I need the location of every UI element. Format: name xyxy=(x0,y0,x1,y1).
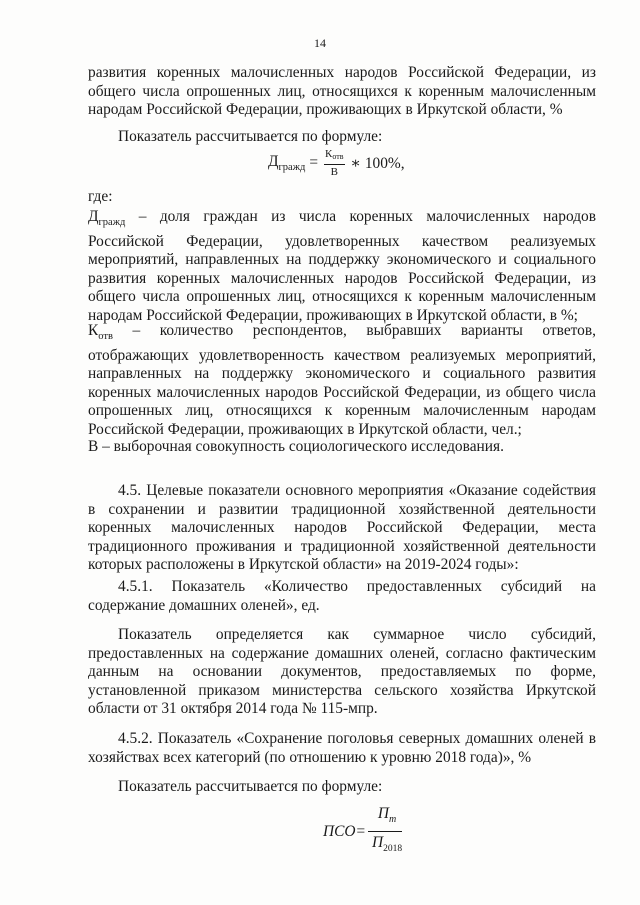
indicator-4-5-1: 4.5.1. Показатель «Количество предоставленных субсидий на содержание домашних оленей», ед. xyxy=(88,578,596,614)
formula-equals: = xyxy=(355,822,366,840)
paragraph-continuation: развития коренных малочисленных народов Российской Федерации, из общего числа опрошенных лиц, относящихся к коренным малочисленным народам Российской Федерации, проживающих в Иркутской области, % xyxy=(88,64,596,119)
indicator-4-5-1-description: Показатель определяется как суммарное число субсидий, предоставленных на содержание домашних оленей, согласно фактическим данным на основании документов, предоставляемых по форме, установленной приказом министерства сельского хозяйства Иркутской области от 31 октября 2014 года № 115-мпр. xyxy=(88,626,596,718)
definition-symbol: $К_{отв}$ xyxy=(88,322,113,342)
formula-numerator: $П_т$ xyxy=(368,805,402,832)
page-number: 14 xyxy=(314,36,326,50)
indicator-4-5-2: 4.5.2. Показатель «Сохранение поголовья северных домашних оленей в хозяйствах всех категорий (по отношению к уровню 2018 года)», % xyxy=(88,730,596,766)
formula-lhs: ПСО xyxy=(323,822,356,840)
formula-equals: = xyxy=(309,154,319,171)
formula-fraction xyxy=(324,148,345,178)
formula-share-of-citizens xyxy=(268,148,405,178)
definition-sample: В – выборочная совокупность социологического исследования. xyxy=(88,438,504,455)
definition-share-of-citizens: $Д_{гражд}$ – доля граждан из числа коренных малочисленных народов Российской Федерации, удовлетворенных качеством реализуемых мероприятий, направленных на поддержку экономического и социального развития коренных малочисленных народов Российской Федерации, из общего числа опрошенных лиц, относящихся к коренным малочисленным народам Российской Федерации, проживающих в Иркутской области, в %; xyxy=(88,208,596,324)
formula-numerator: Котв xyxy=(324,148,345,165)
section-heading-4-5: 4.5. Целевые показатели основного мероприятия «Оказание содействия в сохранении и развитии традиционной хозяйственной деятельности коренных малочисленных народов Российской Федерации, места традиционного проживания и традиционной хозяйственной деятельности которых расположены в Иркутской области» на 2019-2024 годы»: xyxy=(88,482,596,574)
formula-symbol: $Д_{гражд}$ xyxy=(268,153,306,173)
formula-denominator: $П_{2018}$ xyxy=(372,834,403,854)
formula-tail: ∗ 100%, xyxy=(350,154,405,172)
formula-denominator: В xyxy=(330,166,338,178)
formula-intro-text: Показатель рассчитывается по формуле: xyxy=(118,128,383,145)
definition-respondents: $К_{отв}$ – количество респондентов, выбравших варианты ответов, отображающих удовлетворенность качеством реализуемых мероприятий, направленных на поддержку экономического и социального развития коренных малочисленных народов Российской Федерации, из общего числа опрошенных лиц, относящихся к коренным малочисленным народам Российской Федерации, проживающих в Иркутской области, чел.; xyxy=(88,322,596,438)
definition-symbol: $Д_{гражд}$ xyxy=(88,208,126,228)
formula-herd-preservation xyxy=(323,805,402,858)
formula-fraction xyxy=(368,805,402,858)
formula-intro-text-2: Показатель рассчитывается по формуле: xyxy=(118,778,383,795)
where-label: где: xyxy=(88,188,113,205)
